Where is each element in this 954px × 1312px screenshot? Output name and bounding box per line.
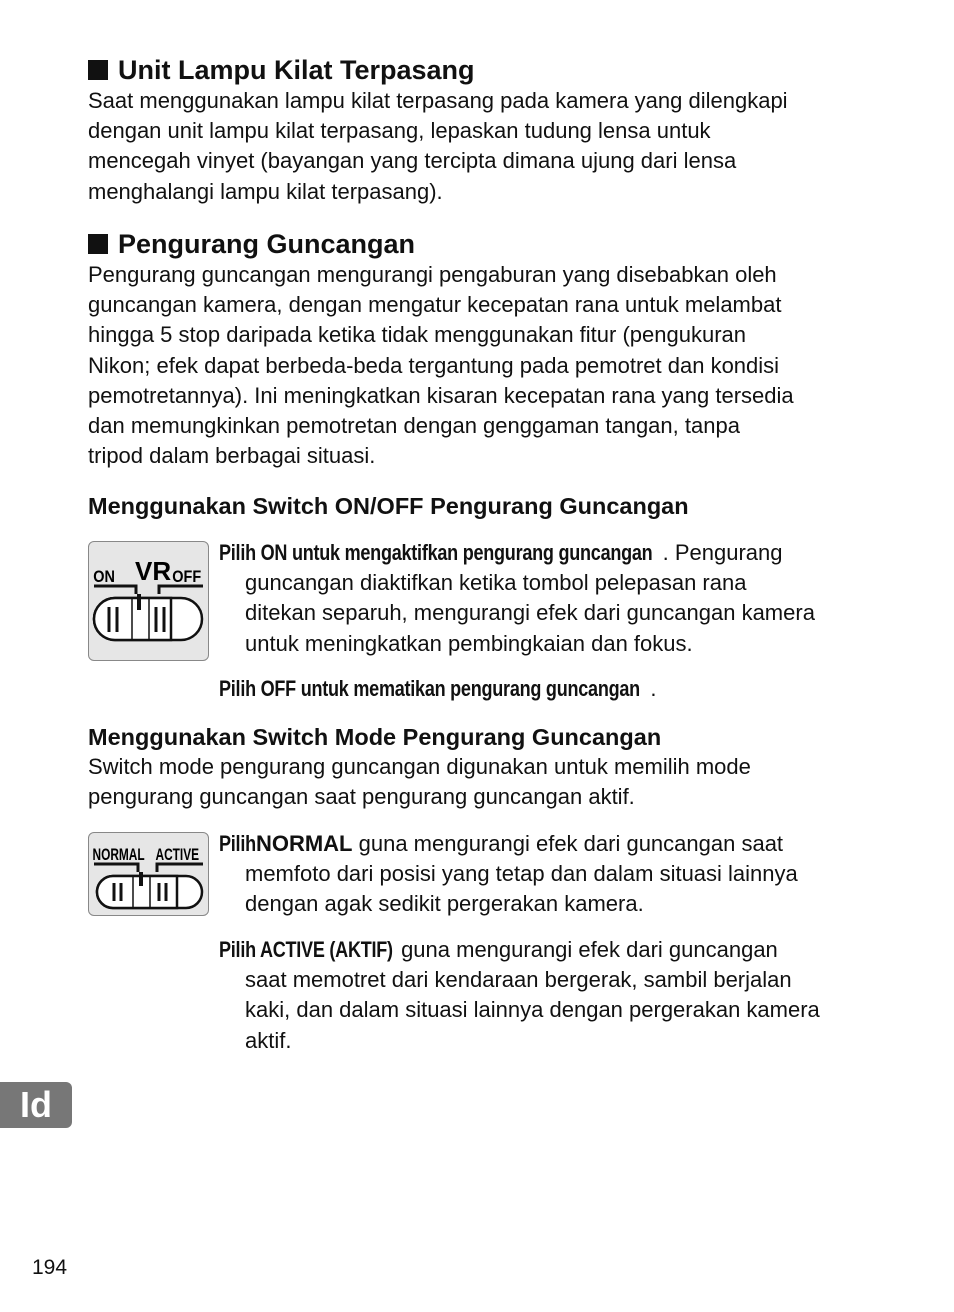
instruction-line: ditekan separuh, mengurangi efek dari guncangan kamera xyxy=(245,600,815,626)
paragraph-line: Pengurang guncangan mengurangi pengaburan yang disebabkan oleh xyxy=(88,262,777,287)
paragraph-line: tripod dalam berbagai situasi. xyxy=(88,443,376,469)
bold-instruction: Pilih xyxy=(219,831,256,856)
paragraph-line: hingga 5 stop daripada ketika tidak menggunakan fitur (pengukuran xyxy=(88,322,747,348)
instruction-line: aktif. xyxy=(245,1027,292,1053)
section-heading xyxy=(88,228,794,260)
square-bullet-icon xyxy=(88,60,108,80)
instruction-off xyxy=(219,674,656,704)
square-bullet-icon xyxy=(88,234,108,254)
paragraph-line: mencegah vinyet (bayangan yang tercipta dimana ujung dari lensa xyxy=(88,148,737,174)
active-label: ACTIVE xyxy=(155,846,200,865)
paragraph-line: guncangan kamera, dengan mengatur kecepatan rana untuk melambat xyxy=(88,292,782,318)
paragraph-line: dengan unit lampu kilat terpasang, lepaskan tudung lensa untuk xyxy=(88,118,711,144)
vr-mode-switch-icon xyxy=(88,832,209,916)
instruction-line: memfoto dari posisi yang tetap dan dalam situasi lainnya xyxy=(245,861,798,887)
instruction-active xyxy=(219,935,820,1056)
page-number: 194 xyxy=(32,1256,68,1279)
paragraph-line: pemotretannya). Ini meningkatkan kisaran kecepatan rana yang tersedia xyxy=(88,382,794,408)
paragraph-line: Saat menggunakan lampu kilat terpasang pada kamera yang dilengkapi xyxy=(88,88,788,113)
section-unit-lampu-kilat xyxy=(88,54,788,207)
instruction-normal xyxy=(219,829,798,920)
instruction-line xyxy=(219,829,798,859)
bold-instruction: Pilih ACTIVE (AKTIF) xyxy=(219,937,393,962)
paragraph-line: Switch mode pengurang guncangan digunakan untuk memilih mode xyxy=(88,754,751,779)
instruction-line: dengan agak sedikit pergerakan kamera. xyxy=(245,891,644,917)
bold-instruction: Pilih ON untuk mengaktifkan pengurang guncangan xyxy=(219,540,653,565)
instruction-on xyxy=(219,538,815,659)
paragraph-line: Nikon; efek dapat berbeda-beda tergantung pada pemotret dan kondisi xyxy=(88,352,780,378)
heading-text: Unit Lampu Kilat Terpasang xyxy=(118,55,475,85)
instruction-tail: guna mengurangi efek dari guncangan xyxy=(394,937,778,962)
section-heading xyxy=(88,54,788,86)
instruction-line: kaki, dan dalam situasi lainnya dengan pergerakan kamera xyxy=(245,997,820,1023)
section-mode-switch xyxy=(88,722,751,812)
section-pengurang-guncangan xyxy=(88,228,794,471)
instruction-line: guncangan diaktifkan ketika tombol pelepasan rana xyxy=(245,570,747,596)
subheading-mode: Menggunakan Switch Mode Pengurang Guncangan xyxy=(88,724,662,750)
instruction-tail: guna mengurangi efek dari guncangan saat xyxy=(352,831,784,856)
heading-text: Pengurang Guncangan xyxy=(118,229,416,259)
instruction-tail: . xyxy=(650,676,657,701)
bold-mode-name: NORMAL xyxy=(255,831,353,856)
normal-label: NORMAL xyxy=(92,846,145,865)
instruction-line xyxy=(219,538,815,568)
paragraph-line: pengurang guncangan saat pengurang guncangan aktif. xyxy=(88,784,635,810)
on-label: ON xyxy=(93,567,115,587)
vr-label: VR xyxy=(135,556,172,586)
instruction-line: saat memotret dari kendaraan bergerak, sambil berjalan xyxy=(245,967,792,993)
instruction-tail: . Pengurang xyxy=(662,540,783,565)
paragraph-line: menghalangi lampu kilat terpasang). xyxy=(88,178,443,204)
bold-instruction: Pilih OFF untuk mematikan pengurang guncangan xyxy=(219,676,640,701)
vr-on-off-switch-icon xyxy=(88,541,209,661)
subheading-on-off: Menggunakan Switch ON/OFF Pengurang Guncangan xyxy=(88,493,689,519)
instruction-line: untuk meningkatkan pembingkaian dan fokus. xyxy=(245,630,693,656)
paragraph-line: dan memungkinkan pemotretan dengan genggaman tangan, tanpa xyxy=(88,413,740,439)
instruction-line xyxy=(219,935,820,965)
off-label: OFF xyxy=(172,567,202,587)
language-tab: Id xyxy=(0,1082,72,1128)
